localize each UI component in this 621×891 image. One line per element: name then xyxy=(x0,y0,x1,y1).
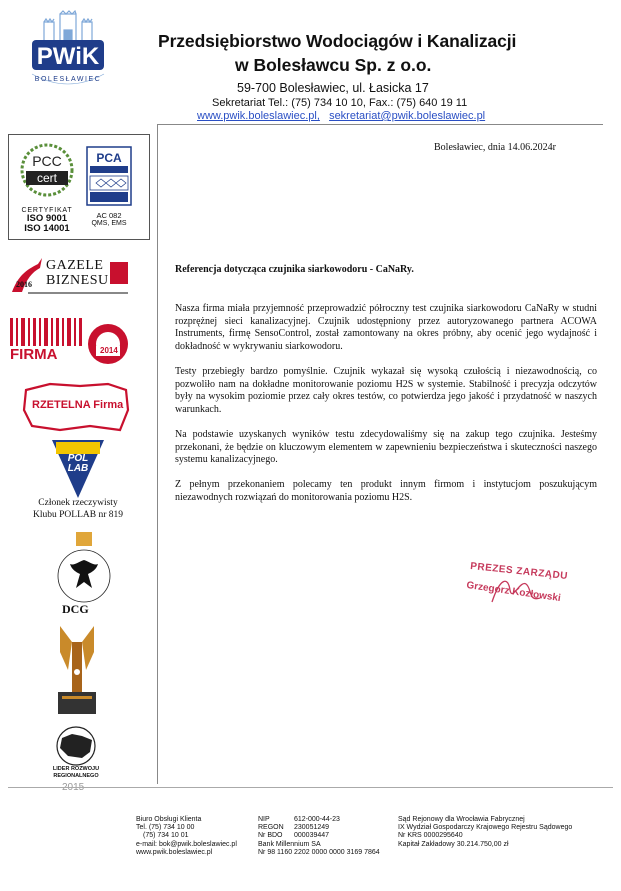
gazele-year: 2016 xyxy=(16,280,32,289)
lider-label: LIDER ROZWOJU REGIONALNEGO xyxy=(52,766,100,779)
rzetelna-firma-badge xyxy=(20,380,132,434)
firma-badge xyxy=(8,314,132,366)
eagle-icon xyxy=(70,560,98,588)
regon-value: 230051249 xyxy=(294,824,330,832)
company-logo xyxy=(22,10,114,94)
gazele-title: GAZELE xyxy=(46,258,104,273)
letter-body xyxy=(175,303,597,517)
rzetelna-label: RZETELNA Firma xyxy=(32,399,124,411)
svg-text:PCA: PCA xyxy=(96,151,122,165)
gazele-subtitle: BIZNESU xyxy=(46,273,109,288)
firma-label: FIRMA xyxy=(10,346,58,363)
nip-label: NIP xyxy=(258,816,270,823)
pollab-label: POL LAB xyxy=(67,453,89,474)
footer-c1-line4: e-mail: bok@pwik.boleslawiec.pl xyxy=(136,840,237,848)
lider-rozwoju-badge xyxy=(48,726,104,768)
company-links xyxy=(197,110,485,122)
gazele-biznesu-badge xyxy=(8,256,128,300)
handwritten-signature xyxy=(486,572,546,612)
footer-c1-line1: Biuro Obsługi Klienta xyxy=(136,816,202,823)
paragraph-4: Z pełnym przekonaniem polecamy ten produkt innym firmom i instytucjom poszukującym niezawodnych rozwiązań do monitorowania poziomu H2S. xyxy=(175,479,597,503)
pca-accreditation-badge xyxy=(86,146,132,232)
paragraph-1: Nasza firma miała przyjemność przeprowadzić półroczny test czujnika siarkowodoru CaNaRy w studni rozprężnej sieci kanalizacyjnej. Czujnik udostępniony przez autoryzowanego partnera ACOWA Instruments, firmę SensoControl, został zamontowany na okres próbny, aby ocenić jego wydajność i dokładność w wykrywaniu siarkowodoru. xyxy=(175,303,597,352)
bdo-value: 000039447 xyxy=(294,832,330,840)
website-link[interactable]: www.pwik.boleslawiec.pl, xyxy=(197,110,320,122)
svg-text:PCC: PCC xyxy=(32,153,62,169)
footer-court xyxy=(398,816,572,849)
pollab-membership xyxy=(14,497,142,521)
svg-text:cert: cert xyxy=(36,171,58,185)
company-address: 59-700 Bolesławiec, ul. Łasicka 17 xyxy=(237,81,429,95)
company-contact: Sekretariat Tel.: (75) 734 10 10, Fax.: (75) 640 19 11 xyxy=(212,97,468,109)
club-line-1: Członek rzeczywisty xyxy=(38,498,118,508)
footer-customer-service xyxy=(136,816,237,857)
bank-account: Nr 98 1160 2202 0000 0000 3169 7864 xyxy=(258,848,380,856)
firma-year: 2014 xyxy=(100,346,118,355)
pollab-badge xyxy=(46,438,110,500)
footer-c1-line2: Tel. (75) 734 10 00 xyxy=(136,824,195,832)
stamp-title: PREZES ZARZĄDU xyxy=(469,560,569,583)
paragraph-3: Na podstawie uzyskanych wyników testu zdecydowaliśmy się na zakup tego czujnika. Jesteśmy przekonani, że będzie on kluczowym elementem w zapewnieniu bezpieczeństwa i skuteczności naszego systemu kanalizacyjnego. xyxy=(175,428,597,466)
logo-text: PWiK xyxy=(36,43,100,70)
letter-date: Bolesławiec, dnia 14.06.2024r xyxy=(434,142,556,153)
poland-map-icon xyxy=(60,734,92,758)
company-name-line1: Przedsiębiorstwo Wodociągów i Kanalizacji xyxy=(158,31,517,51)
club-line-2: Klubu POLLAB nr 819 xyxy=(33,510,123,520)
nip-value: 612-000-44-23 xyxy=(294,816,340,823)
footer-c3-line4: Kapitał Zakładowy 30.214.750,00 zł xyxy=(398,840,509,848)
regon-label: REGON xyxy=(258,824,284,832)
footer-c3-line2: IX Wydział Gospodarczy Krajowego Rejestru Sądowego xyxy=(398,824,573,832)
paragraph-2: Testy przebiegły bardzo pomyślnie. Czujnik wykazał się wysoką czułością i niezawodnością, co pozwoliło nam na dokładne monitorowanie poziomu H2S w systemie. Stabilność i precyzja odczytów były na wysokim poziomie przez cały okres testów, co potwierdza jego jakość i przydatność w naszych warunkach. xyxy=(175,365,597,415)
footer-c1-line5: www.pwik.boleslawiec.pl xyxy=(136,848,213,856)
letter-subject: Referencja dotycząca czujnika siarkowodoru - CaNaRy. xyxy=(175,264,414,275)
pcc-label-2: ISO 9001 xyxy=(26,213,68,224)
pca-code: AC 082 xyxy=(96,211,122,220)
gazele-fineprint xyxy=(28,292,128,294)
pcc-label-1: CERTYFIKAT xyxy=(21,207,73,214)
footer-divider xyxy=(8,787,613,788)
email-link[interactable]: sekretariat@pwik.boleslawiec.pl xyxy=(329,110,486,122)
footer-c3-line1: Sąd Rejonowy dla Wrocławia Fabrycznej xyxy=(398,816,525,823)
column-divider xyxy=(157,124,158,784)
trophy-badge xyxy=(52,622,102,718)
pcc-cert-badge xyxy=(16,142,78,232)
pcc-label-3: ISO 14001 xyxy=(24,223,70,234)
header-divider xyxy=(157,124,603,125)
pca-scope: QMS, EMS xyxy=(91,220,127,227)
logo-subtitle: BOLESŁAWIEC xyxy=(34,76,102,83)
bank-name: Bank Millennium SA xyxy=(258,840,321,848)
dcg-label: DCG xyxy=(62,602,89,616)
gazele-emblem xyxy=(110,262,128,284)
footer-c1-line3: (75) 734 10 01 xyxy=(143,832,189,840)
bdo-label: Nr BDO xyxy=(258,832,283,840)
company-name-line2: w Bolesławcu Sp. z o.o. xyxy=(235,55,432,75)
footer-c3-line3: Nr KRS 0000295640 xyxy=(398,832,463,840)
stamp-name: Grzegorz Kozłowski xyxy=(465,579,562,605)
footer-registry xyxy=(258,816,380,857)
dcg-badge xyxy=(54,532,114,616)
